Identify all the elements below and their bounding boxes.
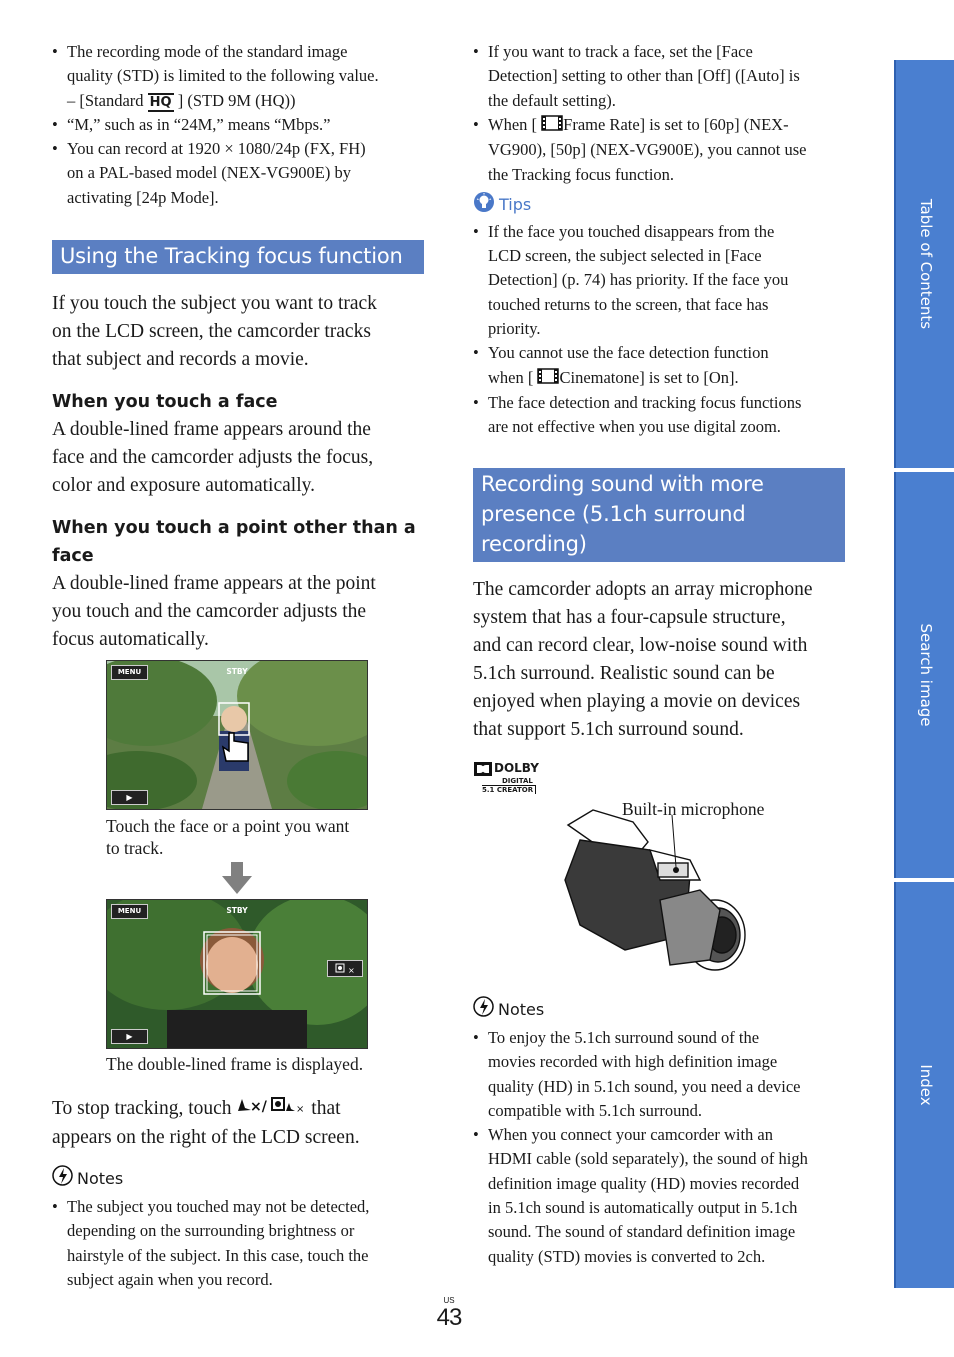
- list-item: • When [ Frame Rate] is set to [60p] (NEX- VG900), [50p] (NEX-VG900E), you cannot use the Tracking focus function.: [473, 113, 845, 187]
- tracking-intro: If you touch the subject you want to track on the LCD screen, the camcorder tracks that subject and records a movie.: [52, 293, 377, 371]
- list-item: • You cannot use the face detection function when [ Cinematone] is set to [On].: [473, 341, 845, 391]
- list-item: • To enjoy the 5.1ch surround sound of the movies recorded with high definition image quality (HD) in 5.1ch sound, you need a device compatible with 5.1ch surround.: [473, 1026, 845, 1123]
- dolby-creator: 5.1 CREATOR: [482, 785, 536, 794]
- section-heading-surround: Recording sound with more presence (5.1ch surround recording): [473, 468, 845, 562]
- top-bullet-list: [52, 40, 424, 210]
- tab-search-image[interactable]: [894, 472, 954, 878]
- movie-frame-icon: [541, 114, 563, 138]
- list-item: • If you want to track a face, set the [Face Detection] setting to other than [Off] ([Auto] is the default setting).: [473, 40, 845, 113]
- svg-text:×/: ×/: [250, 1099, 268, 1116]
- list-item: • When you connect your camcorder with an HDMI cable (sold separately), the sound of high definition image quality (HD) movies recorded in 5.1ch sound is automatically output in 5.1ch sound. The sound of standard definition image quality (STD) movies is converted to 2ch.: [473, 1123, 845, 1269]
- svg-text:×: ×: [348, 966, 355, 975]
- notes-label: Notes: [498, 1000, 545, 1019]
- list-item: • “M,” such as in “24M,” means “Mbps.”: [52, 113, 424, 137]
- tab-index[interactable]: [894, 882, 954, 1288]
- menu-button[interactable]: MENU: [111, 904, 148, 919]
- dolby-brand: DOLBY: [494, 761, 539, 775]
- tracking-cancel-icon: [236, 1095, 306, 1124]
- svg-text:×: ×: [296, 1104, 305, 1116]
- tab-label: Table of Contents: [917, 198, 935, 330]
- stby-indicator: STBY: [226, 667, 248, 676]
- stby-indicator: STBY: [226, 906, 248, 915]
- notes-label: Notes: [77, 1169, 124, 1188]
- down-arrow-icon: [222, 862, 252, 899]
- notes-icon: [473, 996, 494, 1024]
- notes-right: [473, 996, 845, 1269]
- point-text: A double-lined frame appears at the point you touch and the camcorder adjusts the focus automatically.: [52, 573, 376, 651]
- playback-button[interactable]: ▶: [111, 790, 148, 805]
- dolby-logo: [474, 760, 544, 796]
- page-number: [434, 1296, 464, 1331]
- notes-icon: [52, 1165, 73, 1193]
- list-item: • The face detection and tracking focus functions are not effective when you use digital zoom.: [473, 391, 845, 440]
- page-number-value: 43: [436, 1304, 462, 1331]
- dolby-digital: DIGITAL: [502, 777, 533, 785]
- face-text: A double-lined frame appears around the face and the camcorder adjusts the focus, color and exposure automatically.: [52, 419, 374, 497]
- list-item: • You can record at 1920 × 1080/24p (FX, FH) on a PAL-based model (NEX-VG900E) by activating [24p Mode].: [52, 137, 424, 210]
- lcd-screen-tracking: [106, 899, 368, 1049]
- tips-list: [473, 220, 845, 440]
- hq-icon: HQ: [149, 94, 172, 110]
- notes-left: [52, 1165, 424, 1292]
- list-item: • If the face you touched disappears from the LCD screen, the subject selected in [Face Detection] (p. 74) has priority. If the face you touched returns to the screen, that face has priority.: [473, 220, 845, 341]
- tips-label: Tips: [499, 195, 532, 215]
- park-scene-illustration: [107, 661, 367, 809]
- caption-touch: Touch the face or a point you want to track.: [106, 816, 350, 858]
- section-heading-tracking: Using the Tracking focus function: [52, 240, 424, 274]
- menu-button[interactable]: MENU: [111, 665, 148, 680]
- right-column: [473, 40, 845, 744]
- built-in-microphone-label: Built-in microphone: [622, 799, 765, 819]
- camcorder-illustration: [560, 795, 760, 980]
- tab-table-of-contents[interactable]: [894, 60, 954, 468]
- tips-heading: [473, 191, 845, 220]
- list-item: • The subject you touched may not be detected, depending on the surrounding brightness or hairstyle of the subject. In this case, touch the subject again when you record.: [52, 1195, 424, 1292]
- dolby-double-d-icon: [474, 762, 492, 776]
- tracking-cancel-button[interactable]: [327, 960, 363, 977]
- stop-tracking-text: To stop tracking, touch ×/ × that appears on the right of the LCD screen.: [52, 1095, 424, 1152]
- left-column: [52, 40, 424, 654]
- face-heading: When you touch a face: [52, 392, 278, 413]
- tips-lightbulb-icon: [473, 191, 495, 220]
- lcd-screen-touch: [106, 660, 368, 810]
- region-code: US: [443, 1296, 455, 1305]
- point-heading: When you touch a point other than a face: [52, 518, 416, 567]
- movie-frame-icon: [537, 367, 559, 391]
- playback-button[interactable]: ▶: [111, 1029, 148, 1044]
- top-bullet-list-right: [473, 40, 845, 187]
- caption-displayed: The double-lined frame is displayed.: [106, 1054, 364, 1074]
- tab-label: Search image: [917, 623, 935, 727]
- surround-intro: The camcorder adopts an array microphone system that has a four-capsule structure, and can record clear, low-noise sound with 5.1ch surround. Realistic sound can be enjoyed when playing a movie on devices that support 5.1ch surround sound.: [473, 578, 813, 740]
- list-item: • The recording mode of the standard image quality (STD) is limited to the following value. – [Standard HQ ] (STD 9M (HQ)): [52, 40, 424, 113]
- tab-label: Index: [917, 1064, 935, 1106]
